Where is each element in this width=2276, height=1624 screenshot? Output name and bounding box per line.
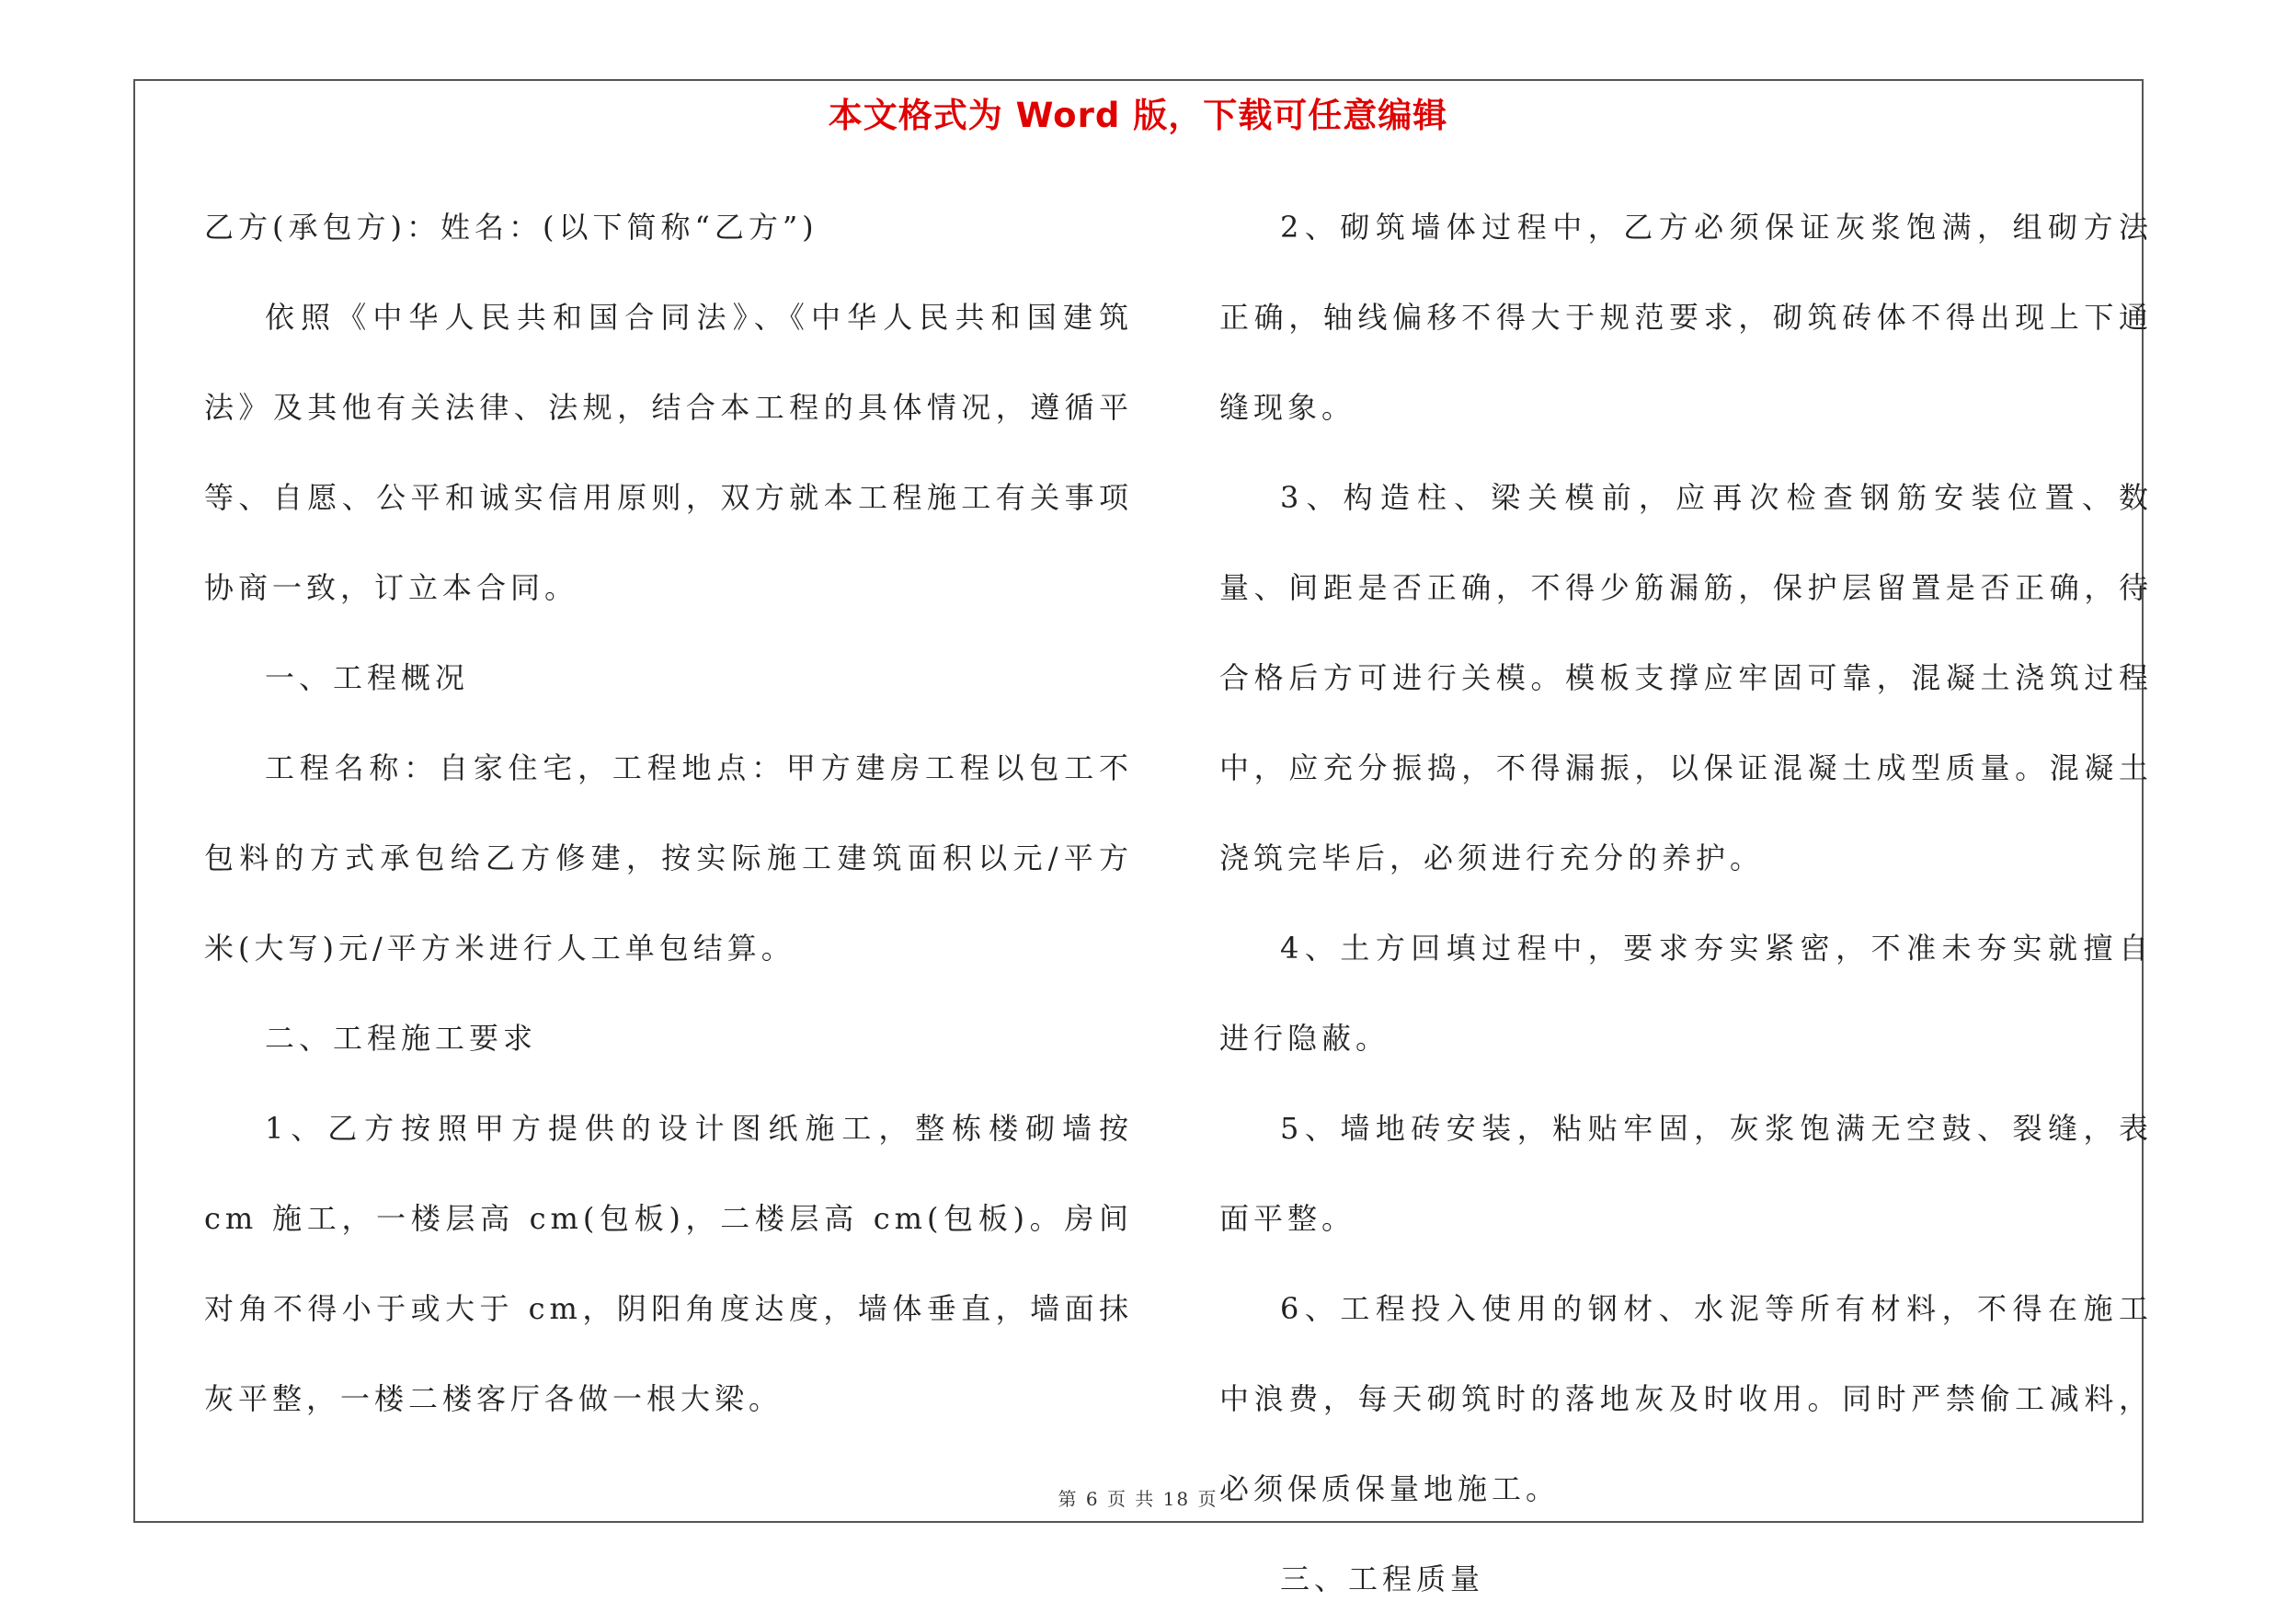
requirement-4-paragraph: 4、土方回填过程中，要求夯实紧密，不准未夯实就擅自进行隐蔽。 — [1219, 931, 2153, 1056]
format-banner: 本文格式为 Word 版，下载可任意编辑 — [828, 96, 1448, 135]
party-b-line: 乙方(承包方)：姓名：(以下简称“乙方”) — [204, 210, 818, 245]
preamble-paragraph: 依照《中华人民共和国合同法》、《中华人民共和国建筑法》及其他有关法律、法规，结合本工程的具体情况，遵循平等、自愿、公平和诚实信用原则，双方就本工程施工有关事项协商一致，订立本合同。 — [204, 300, 1133, 605]
section-heading-quality: 三、工程质量 — [1280, 1561, 1485, 1596]
requirement-6-paragraph: 6、工程投入使用的钢材、水泥等所有材料，不得在施工中浪费，每天砌筑时的落地灰及时收用。同时严禁偷工减料，必须保质保量地施工。 — [1219, 1291, 2153, 1506]
project-name-paragraph: 工程名称：自家住宅，工程地点：甲方建房工程以包工不包料的方式承包给乙方修建，按实际施工建筑面积以元/平方米(大写)元/平方米进行人工单包结算。 — [204, 750, 1133, 966]
requirement-2-paragraph: 2、砌筑墙体过程中，乙方必须保证灰浆饱满，组砌方法正确，轴线偏移不得大于规范要求，砌筑砖体不得出现上下通缝现象。 — [1219, 210, 2153, 425]
left-column — [204, 182, 1133, 1444]
section-heading-requirements: 二、工程施工要求 — [265, 1021, 538, 1056]
requirement-3-paragraph: 3、构造柱、梁关模前，应再次检查钢筋安装位置、数量、间距是否正确，不得少筋漏筋，保护层留置是否正确，待合格后方可进行关模。模板支撑应牢固可靠，混凝土浇筑过程中，应充分振捣，不得漏振，以保证混凝土成型质量。混凝土浇筑完毕后，必须进行充分的养护。 — [1219, 480, 2153, 875]
right-column — [1219, 182, 2153, 1624]
requirement-5-paragraph: 5、墙地砖安装，粘贴牢固，灰浆饱满无空鼓、裂缝，表面平整。 — [1219, 1111, 2153, 1236]
page-number-footer: 第 6 页 共 18 页 — [1058, 1488, 1218, 1510]
section-heading-overview: 一、工程概况 — [265, 660, 470, 695]
requirement-1-paragraph: 1、乙方按照甲方提供的设计图纸施工，整栋楼砌墙按 cm 施工，一楼层高 cm(包板)，二楼层高 cm(包板)。房间对角不得小于或大于 cm，阴阳角度达度，墙体垂直，墙面抹灰平整，一楼二楼客厅各做一根大梁。 — [204, 1111, 1133, 1416]
